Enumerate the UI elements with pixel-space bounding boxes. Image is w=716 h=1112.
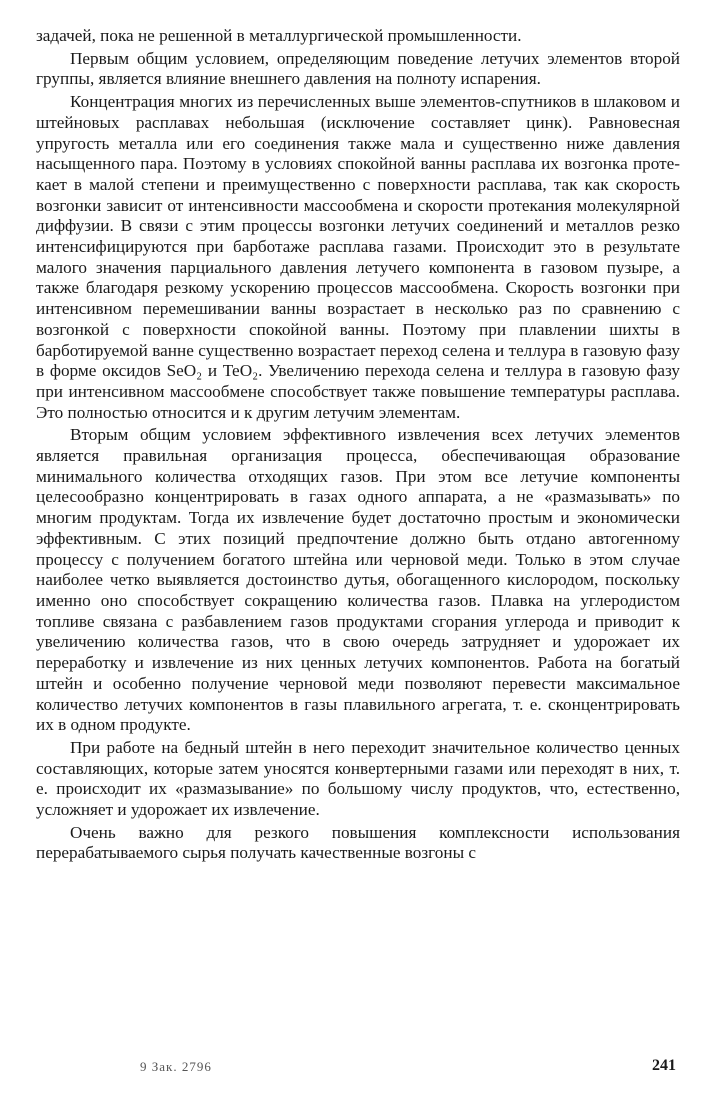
paragraph-5: При работе на бедный штейн в него переходит значительное количество ценных составляющих, которые затем уносятся конвертерными газами или переходят в них, т. е. происходит их «размазывание» по большому числу продуктов, что, естественно, усложняет и удорожает их извлечение. — [36, 737, 680, 820]
printer-signature: 9 Зак. 2796 — [140, 1059, 212, 1074]
paragraph-3: Концентрация многих из перечисленных выше элементов-спутников в шлаковом и штейновых расплавах небольшая (исключение составляет цинк). Равновесная упругость металла или его соединения также мала и существенно ниже давления насыщенного пара. Поэтому в условиях спокойной ванны расплава их возгонка протекает в малой степени и преимущественно с поверхности расплава, так как скорость возгонки зависит от интенсивности массообмена и скорости протекания молекулярной диффузии. В связи с этим процессы возгонки летучих соединений и металлов резко интенсифицируются при барботаже расплава газами. Происходит это в результате малого значения парциального давления летучего компонента в газовом пузыре, а также благодаря резкому ускорению процессов массообмена. Скорость возгонки при интенсивном перемешивании ванны возрастает в несколько раз по сравнению с возгонкой с поверхности спокойной ванны. Поэтому при плавлении шихты в барботируемой ванне существенно возрастает переход селена и теллура в газовую фазу в форме оксидов SeO₂ и TeO₂. Увеличению перехода селена и теллура в газовую фазу при интенсивном массообмене способствует также повышение температуры расплава. Это полностью относится и к другим летучим элементам. — [36, 92, 680, 422]
page-body — [36, 26, 680, 864]
paragraph-2: Первым общим условием, определяющим поведение летучих элементов второй группы, является влияние внешнего давления на полноту испарения. — [36, 48, 680, 89]
paragraph-1: задачей, пока не решенной в металлургической промышленности. — [36, 26, 522, 45]
paragraph-4: Вторым общим условием эффективного извлечения всех летучих элементов является правильная организация процесса, обеспечивающая образование минимального количества отходящих газов. При этом все летучие компоненты целесообразно концентрировать в газах одного аппарата, а не «размазывать» по многим продуктам. Тогда их извлечение будет достаточно простым и экономически эффективным. С этих позиций предпочтение должно быть отдано автогенному процессу с получением богатого штейна или черновой меди. Только в этом случае наиболее четко выявляется достоинство дутья, обогащенного кислородом, поскольку именно оно способствует сокращению количества газов. Плавка на углеродистом топливе связана с разбавлением газов продуктами сгорания углерода и приводит к увеличению количества газов, что в свою очередь затрудняет и удорожает их переработку и извлечение из них ценных летучих компонентов. Работа на богатый штейн и особенно получение черновой меди позволяют перевести максимальное количество летучих компонентов в газы плавильного агрегата, т. е. сконцентрировать их в одном продукте. — [36, 425, 680, 735]
page-number: 241 — [652, 1057, 676, 1074]
page-footer — [36, 1057, 680, 1079]
paragraph-6: Очень важно для резкого повышения комплексности использования перерабатываемого сырья получать качественные возгоны с — [36, 822, 680, 863]
